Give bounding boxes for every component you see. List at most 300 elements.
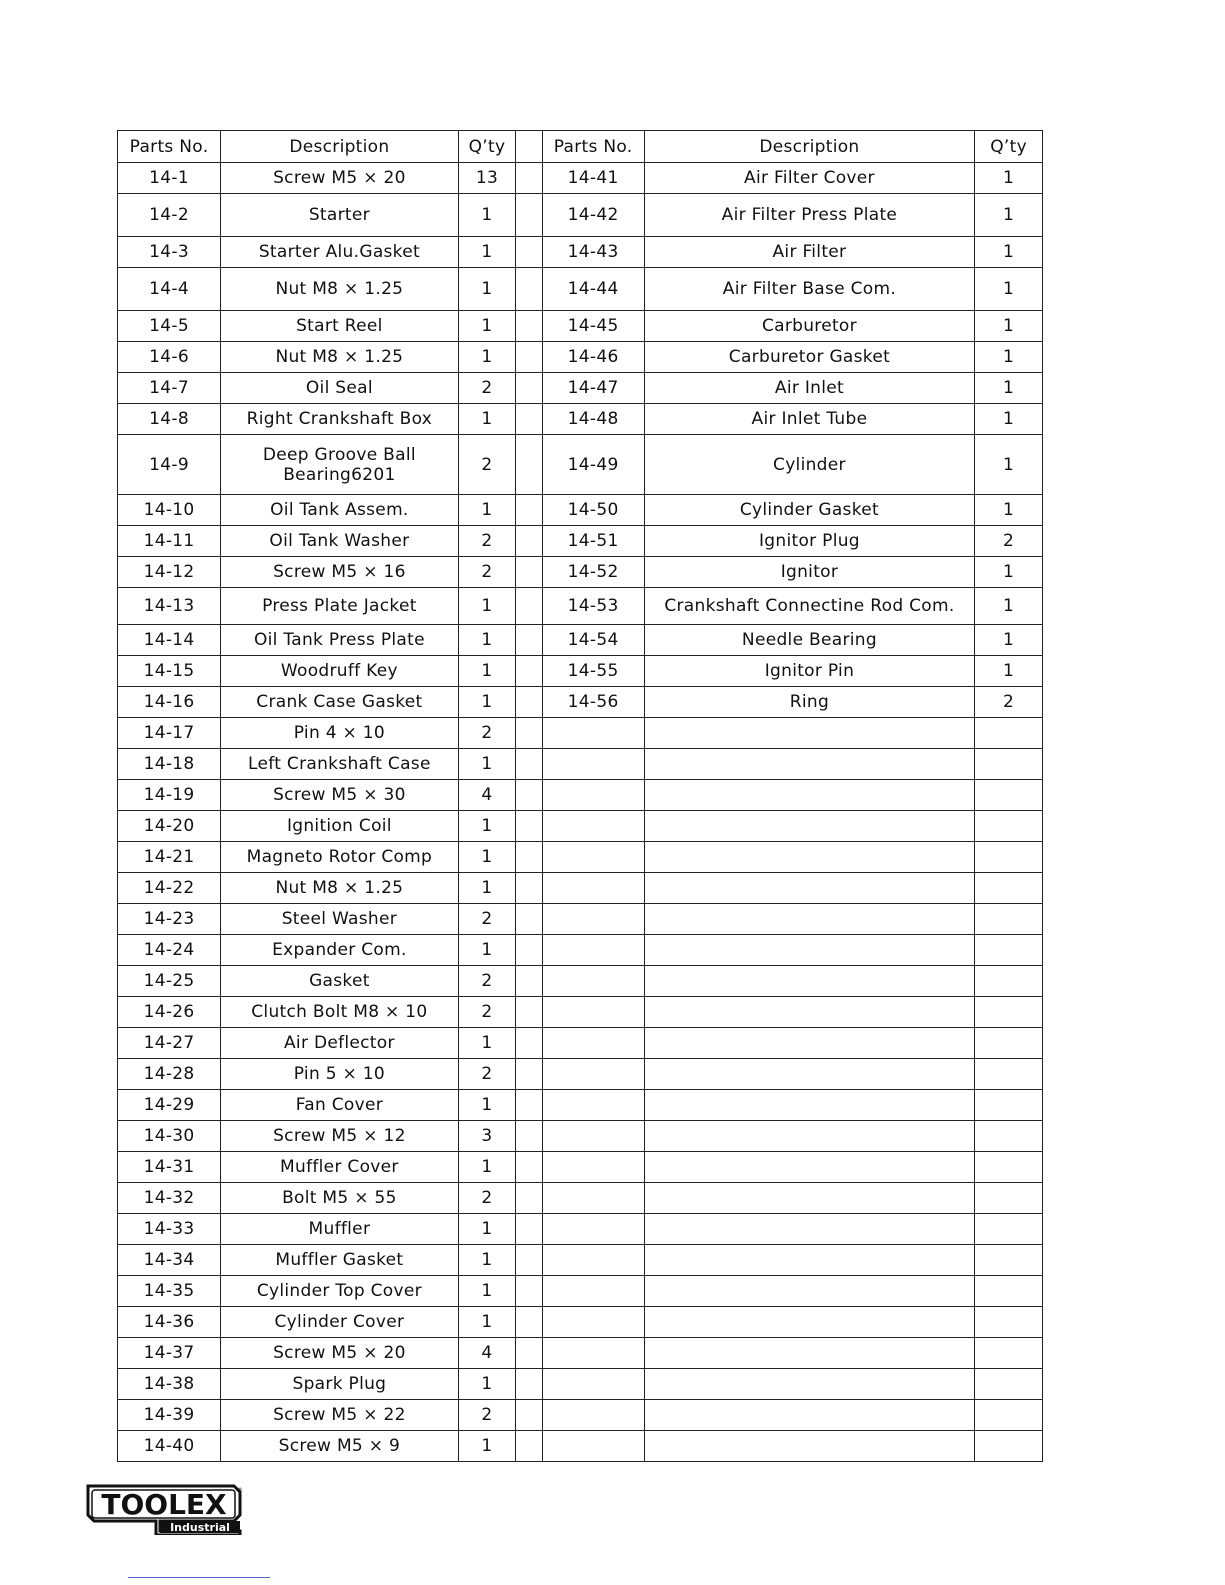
description-cell: Carburetor — [644, 311, 975, 342]
description-cell: Cylinder — [644, 435, 975, 495]
quantity-cell: 1 — [458, 1276, 516, 1307]
quantity-cell — [975, 1183, 1043, 1214]
description-cell: Gasket — [221, 966, 459, 997]
quantity-cell — [975, 749, 1043, 780]
quantity-cell: 1 — [458, 1369, 516, 1400]
table-header-row — [118, 131, 1043, 163]
part-number-cell: 14-28 — [118, 1059, 221, 1090]
part-number-cell: 14-1 — [118, 163, 221, 194]
part-number-cell: 14-13 — [118, 588, 221, 625]
part-number-cell: 14-50 — [542, 495, 644, 526]
part-number-cell: 14-49 — [542, 435, 644, 495]
part-number-cell: 14-27 — [118, 1028, 221, 1059]
part-number-cell: 14-2 — [118, 194, 221, 237]
description-cell — [644, 1059, 975, 1090]
part-number-cell — [542, 1276, 644, 1307]
table-row — [118, 1431, 1043, 1462]
part-number-cell — [542, 966, 644, 997]
quantity-cell: 2 — [458, 997, 516, 1028]
description-cell: Muffler — [221, 1214, 459, 1245]
description-cell: Woodruff Key — [221, 656, 459, 687]
description-cell — [644, 873, 975, 904]
quantity-cell: 1 — [975, 163, 1043, 194]
description-cell: Screw M5 × 20 — [221, 1338, 459, 1369]
spacer-cell-cell — [516, 687, 542, 718]
description-cell — [644, 842, 975, 873]
description-cell — [644, 780, 975, 811]
toolex-logo — [84, 1483, 244, 1535]
description-cell: Air Inlet Tube — [644, 404, 975, 435]
description-cell: Pin 4 × 10 — [221, 718, 459, 749]
spacer-cell-cell — [516, 718, 542, 749]
description-cell: Ring — [644, 687, 975, 718]
description-cell — [644, 1338, 975, 1369]
quantity-cell: 2 — [458, 966, 516, 997]
spacer-cell-cell — [516, 873, 542, 904]
part-number-cell: 14-47 — [542, 373, 644, 404]
description-cell — [644, 811, 975, 842]
part-number-cell — [542, 780, 644, 811]
part-number-cell: 14-39 — [118, 1400, 221, 1431]
spacer-cell-cell — [516, 904, 542, 935]
table-row — [118, 526, 1043, 557]
quantity-cell: 1 — [458, 811, 516, 842]
quantity-cell: 1 — [458, 749, 516, 780]
part-number-cell: 14-43 — [542, 237, 644, 268]
part-number-cell — [542, 1369, 644, 1400]
spacer-cell-cell — [516, 1338, 542, 1369]
description-cell: Screw M5 × 22 — [221, 1400, 459, 1431]
description-cell — [644, 718, 975, 749]
table-row — [118, 1183, 1043, 1214]
description-cell: Cylinder Top Cover — [221, 1276, 459, 1307]
spacer-cell-cell — [516, 557, 542, 588]
description-cell: Steel Washer — [221, 904, 459, 935]
quantity-cell — [975, 1214, 1043, 1245]
spacer-cell-cell — [516, 194, 542, 237]
quantity-cell: 13 — [458, 163, 516, 194]
part-number-cell: 14-52 — [542, 557, 644, 588]
description-cell: Crankshaft Connectine Rod Com. — [644, 588, 975, 625]
quantity-cell: 2 — [458, 526, 516, 557]
spacer-cell-cell — [516, 656, 542, 687]
description-cell: Starter — [221, 194, 459, 237]
header-description: Description — [644, 131, 975, 163]
quantity-cell: 1 — [458, 1307, 516, 1338]
description-cell: Ignitor Pin — [644, 656, 975, 687]
part-number-cell: 14-14 — [118, 625, 221, 656]
description-cell — [644, 966, 975, 997]
quantity-cell: 3 — [458, 1121, 516, 1152]
part-number-cell — [542, 1400, 644, 1431]
description-cell — [644, 1369, 975, 1400]
quantity-cell: 1 — [458, 1152, 516, 1183]
description-cell: Starter Alu.Gasket — [221, 237, 459, 268]
quantity-cell — [975, 1369, 1043, 1400]
description-cell: Ignitor — [644, 557, 975, 588]
part-number-cell: 14-44 — [542, 268, 644, 311]
quantity-cell — [975, 842, 1043, 873]
description-cell: Clutch Bolt M8 × 10 — [221, 997, 459, 1028]
spacer-cell-cell — [516, 1121, 542, 1152]
quantity-cell: 2 — [458, 373, 516, 404]
part-number-cell: 14-17 — [118, 718, 221, 749]
description-cell: Start Reel — [221, 311, 459, 342]
quantity-cell: 1 — [975, 495, 1043, 526]
spacer-cell-cell — [516, 780, 542, 811]
description-cell: Cylinder Gasket — [644, 495, 975, 526]
table-row — [118, 935, 1043, 966]
parts-table — [117, 130, 1043, 1462]
description-cell: Ignitor Plug — [644, 526, 975, 557]
part-number-cell: 14-53 — [542, 588, 644, 625]
part-number-cell: 14-51 — [542, 526, 644, 557]
quantity-cell: 1 — [458, 194, 516, 237]
part-number-cell: 14-38 — [118, 1369, 221, 1400]
part-number-cell — [542, 1183, 644, 1214]
description-cell: Air Inlet — [644, 373, 975, 404]
quantity-cell — [975, 1028, 1043, 1059]
quantity-cell: 2 — [458, 904, 516, 935]
spacer-cell — [516, 131, 542, 163]
description-cell: Air Filter Press Plate — [644, 194, 975, 237]
table-row — [118, 997, 1043, 1028]
description-cell — [644, 1152, 975, 1183]
description-cell — [644, 1431, 975, 1462]
part-number-cell: 14-9 — [118, 435, 221, 495]
table-row — [118, 1245, 1043, 1276]
description-cell: Screw M5 × 12 — [221, 1121, 459, 1152]
quantity-cell: 1 — [458, 842, 516, 873]
part-number-cell — [542, 749, 644, 780]
part-number-cell: 14-19 — [118, 780, 221, 811]
part-number-cell: 14-41 — [542, 163, 644, 194]
table-row — [118, 1121, 1043, 1152]
part-number-cell — [542, 842, 644, 873]
logo-brand: TOOLEX — [101, 1488, 227, 1521]
quantity-cell — [975, 935, 1043, 966]
spacer-cell-cell — [516, 1369, 542, 1400]
description-cell — [644, 1400, 975, 1431]
spacer-cell-cell — [516, 311, 542, 342]
description-cell: Screw M5 × 16 — [221, 557, 459, 588]
part-number-cell: 14-3 — [118, 237, 221, 268]
table-row — [118, 588, 1043, 625]
part-number-cell — [542, 1090, 644, 1121]
table-row — [118, 749, 1043, 780]
part-number-cell: 14-25 — [118, 966, 221, 997]
description-cell: Nut M8 × 1.25 — [221, 873, 459, 904]
description-cell: Deep Groove Ball Bearing6201 — [221, 435, 459, 495]
part-number-cell — [542, 1431, 644, 1462]
quantity-cell — [975, 1245, 1043, 1276]
part-number-cell: 14-4 — [118, 268, 221, 311]
part-number-cell: 14-10 — [118, 495, 221, 526]
description-cell: Bolt M5 × 55 — [221, 1183, 459, 1214]
table-row — [118, 1059, 1043, 1090]
quantity-cell: 1 — [458, 495, 516, 526]
table-row — [118, 687, 1043, 718]
quantity-cell: 1 — [458, 342, 516, 373]
part-number-cell: 14-29 — [118, 1090, 221, 1121]
description-cell — [644, 749, 975, 780]
quantity-cell: 1 — [458, 1028, 516, 1059]
quantity-cell — [975, 1059, 1043, 1090]
description-cell: Needle Bearing — [644, 625, 975, 656]
quantity-cell — [975, 873, 1043, 904]
table-row — [118, 237, 1043, 268]
table-row — [118, 495, 1043, 526]
table-row — [118, 873, 1043, 904]
header-qty: Q’ty — [975, 131, 1043, 163]
part-number-cell — [542, 811, 644, 842]
quantity-cell: 1 — [458, 687, 516, 718]
part-number-cell: 14-15 — [118, 656, 221, 687]
part-number-cell: 14-42 — [542, 194, 644, 237]
table-row — [118, 1400, 1043, 1431]
table-row — [118, 904, 1043, 935]
quantity-cell: 2 — [458, 1059, 516, 1090]
quantity-cell — [975, 780, 1043, 811]
part-number-cell: 14-40 — [118, 1431, 221, 1462]
table-row — [118, 1214, 1043, 1245]
part-number-cell — [542, 935, 644, 966]
part-number-cell: 14-30 — [118, 1121, 221, 1152]
table-row — [118, 1152, 1043, 1183]
description-cell — [644, 935, 975, 966]
quantity-cell: 1 — [975, 625, 1043, 656]
quantity-cell: 1 — [458, 237, 516, 268]
part-number-cell: 14-48 — [542, 404, 644, 435]
part-number-cell: 14-34 — [118, 1245, 221, 1276]
description-cell: Nut M8 × 1.25 — [221, 342, 459, 373]
table-row — [118, 1369, 1043, 1400]
header-qty: Q’ty — [458, 131, 516, 163]
spacer-cell-cell — [516, 966, 542, 997]
description-cell: Magneto Rotor Comp — [221, 842, 459, 873]
table-row — [118, 404, 1043, 435]
part-number-cell: 14-11 — [118, 526, 221, 557]
part-number-cell: 14-18 — [118, 749, 221, 780]
part-number-cell — [542, 1121, 644, 1152]
quantity-cell — [975, 1152, 1043, 1183]
quantity-cell — [975, 718, 1043, 749]
spacer-cell-cell — [516, 495, 542, 526]
part-number-cell — [542, 1059, 644, 1090]
spacer-cell-cell — [516, 1431, 542, 1462]
header-parts-no: Parts No. — [118, 131, 221, 163]
description-cell — [644, 1307, 975, 1338]
table-row — [118, 842, 1043, 873]
header-description: Description — [221, 131, 459, 163]
part-number-cell: 14-16 — [118, 687, 221, 718]
quantity-cell — [975, 1276, 1043, 1307]
part-number-cell — [542, 1214, 644, 1245]
table-row — [118, 163, 1043, 194]
part-number-cell: 14-6 — [118, 342, 221, 373]
quantity-cell: 1 — [458, 268, 516, 311]
table-row — [118, 1028, 1043, 1059]
spacer-cell-cell — [516, 1152, 542, 1183]
part-number-cell: 14-24 — [118, 935, 221, 966]
part-number-cell — [542, 718, 644, 749]
description-cell: Air Filter Base Com. — [644, 268, 975, 311]
quantity-cell — [975, 1338, 1043, 1369]
table-row — [118, 625, 1043, 656]
part-number-cell — [542, 1152, 644, 1183]
description-cell — [644, 1183, 975, 1214]
table-row — [118, 373, 1043, 404]
part-number-cell: 14-32 — [118, 1183, 221, 1214]
quantity-cell — [975, 1307, 1043, 1338]
part-number-cell: 14-12 — [118, 557, 221, 588]
quantity-cell: 2 — [458, 435, 516, 495]
quantity-cell — [975, 966, 1043, 997]
spacer-cell-cell — [516, 1090, 542, 1121]
spacer-cell-cell — [516, 237, 542, 268]
spacer-cell-cell — [516, 1307, 542, 1338]
quantity-cell: 1 — [975, 373, 1043, 404]
table-row — [118, 1090, 1043, 1121]
description-cell — [644, 1090, 975, 1121]
part-number-cell — [542, 1338, 644, 1369]
spacer-cell-cell — [516, 404, 542, 435]
description-cell: Oil Tank Press Plate — [221, 625, 459, 656]
spacer-cell-cell — [516, 997, 542, 1028]
description-cell: Spark Plug — [221, 1369, 459, 1400]
table-row — [118, 656, 1043, 687]
part-number-cell: 14-46 — [542, 342, 644, 373]
quantity-cell: 2 — [458, 557, 516, 588]
description-cell: Fan Cover — [221, 1090, 459, 1121]
description-cell: Oil Tank Assem. — [221, 495, 459, 526]
quantity-cell: 1 — [458, 1431, 516, 1462]
spacer-cell-cell — [516, 588, 542, 625]
quantity-cell: 1 — [975, 435, 1043, 495]
part-number-cell: 14-35 — [118, 1276, 221, 1307]
table-row — [118, 966, 1043, 997]
spacer-cell-cell — [516, 1214, 542, 1245]
quantity-cell: 1 — [975, 237, 1043, 268]
table-row — [118, 811, 1043, 842]
table-row — [118, 342, 1043, 373]
parts-body — [118, 163, 1043, 1462]
quantity-cell: 1 — [458, 311, 516, 342]
quantity-cell: 1 — [975, 656, 1043, 687]
quantity-cell: 1 — [458, 656, 516, 687]
description-cell: Pin 5 × 10 — [221, 1059, 459, 1090]
part-number-cell: 14-7 — [118, 373, 221, 404]
spacer-cell-cell — [516, 749, 542, 780]
part-number-cell: 14-26 — [118, 997, 221, 1028]
part-number-cell: 14-54 — [542, 625, 644, 656]
quantity-cell: 1 — [975, 311, 1043, 342]
spacer-cell-cell — [516, 435, 542, 495]
quantity-cell: 2 — [975, 526, 1043, 557]
part-number-cell: 14-20 — [118, 811, 221, 842]
description-cell — [644, 904, 975, 935]
spacer-cell-cell — [516, 842, 542, 873]
description-cell: Oil Seal — [221, 373, 459, 404]
spacer-cell-cell — [516, 935, 542, 966]
quantity-cell: 1 — [975, 588, 1043, 625]
quantity-cell — [975, 904, 1043, 935]
description-cell: Air Filter — [644, 237, 975, 268]
spacer-cell-cell — [516, 1183, 542, 1214]
part-number-cell: 14-23 — [118, 904, 221, 935]
spacer-cell-cell — [516, 1400, 542, 1431]
table-row — [118, 311, 1043, 342]
spacer-cell-cell — [516, 268, 542, 311]
quantity-cell: 1 — [458, 935, 516, 966]
table-row — [118, 268, 1043, 311]
spacer-cell-cell — [516, 342, 542, 373]
quantity-cell: 1 — [458, 625, 516, 656]
footer-divider — [128, 1577, 270, 1578]
quantity-cell — [975, 1400, 1043, 1431]
table-row — [118, 718, 1043, 749]
description-cell: Crank Case Gasket — [221, 687, 459, 718]
part-number-cell — [542, 1245, 644, 1276]
quantity-cell — [975, 811, 1043, 842]
header-parts-no: Parts No. — [542, 131, 644, 163]
description-cell: Left Crankshaft Case — [221, 749, 459, 780]
description-cell: Screw M5 × 30 — [221, 780, 459, 811]
quantity-cell: 4 — [458, 780, 516, 811]
spacer-cell-cell — [516, 1276, 542, 1307]
part-number-cell: 14-21 — [118, 842, 221, 873]
quantity-cell — [975, 1121, 1043, 1152]
description-cell — [644, 1276, 975, 1307]
quantity-cell: 1 — [975, 268, 1043, 311]
description-cell — [644, 997, 975, 1028]
description-cell: Air Deflector — [221, 1028, 459, 1059]
description-cell: Carburetor Gasket — [644, 342, 975, 373]
part-number-cell: 14-45 — [542, 311, 644, 342]
spacer-cell-cell — [516, 811, 542, 842]
spacer-cell-cell — [516, 1245, 542, 1276]
part-number-cell: 14-22 — [118, 873, 221, 904]
part-number-cell: 14-31 — [118, 1152, 221, 1183]
description-cell: Muffler Gasket — [221, 1245, 459, 1276]
part-number-cell: 14-5 — [118, 311, 221, 342]
quantity-cell: 2 — [975, 687, 1043, 718]
description-cell: Air Filter Cover — [644, 163, 975, 194]
quantity-cell — [975, 997, 1043, 1028]
quantity-cell: 1 — [975, 557, 1043, 588]
quantity-cell: 1 — [975, 342, 1043, 373]
part-number-cell — [542, 1028, 644, 1059]
part-number-cell: 14-8 — [118, 404, 221, 435]
quantity-cell — [975, 1431, 1043, 1462]
quantity-cell — [975, 1090, 1043, 1121]
part-number-cell: 14-56 — [542, 687, 644, 718]
quantity-cell: 4 — [458, 1338, 516, 1369]
description-cell — [644, 1214, 975, 1245]
logo-registered-mark: ® — [237, 1487, 243, 1494]
quantity-cell: 2 — [458, 1183, 516, 1214]
part-number-cell — [542, 904, 644, 935]
spacer-cell-cell — [516, 625, 542, 656]
description-cell: Muffler Cover — [221, 1152, 459, 1183]
spacer-cell-cell — [516, 1059, 542, 1090]
description-cell: Expander Com. — [221, 935, 459, 966]
description-cell: Nut M8 × 1.25 — [221, 268, 459, 311]
description-cell: Oil Tank Washer — [221, 526, 459, 557]
description-cell — [644, 1121, 975, 1152]
part-number-cell: 14-55 — [542, 656, 644, 687]
table-row — [118, 1338, 1043, 1369]
